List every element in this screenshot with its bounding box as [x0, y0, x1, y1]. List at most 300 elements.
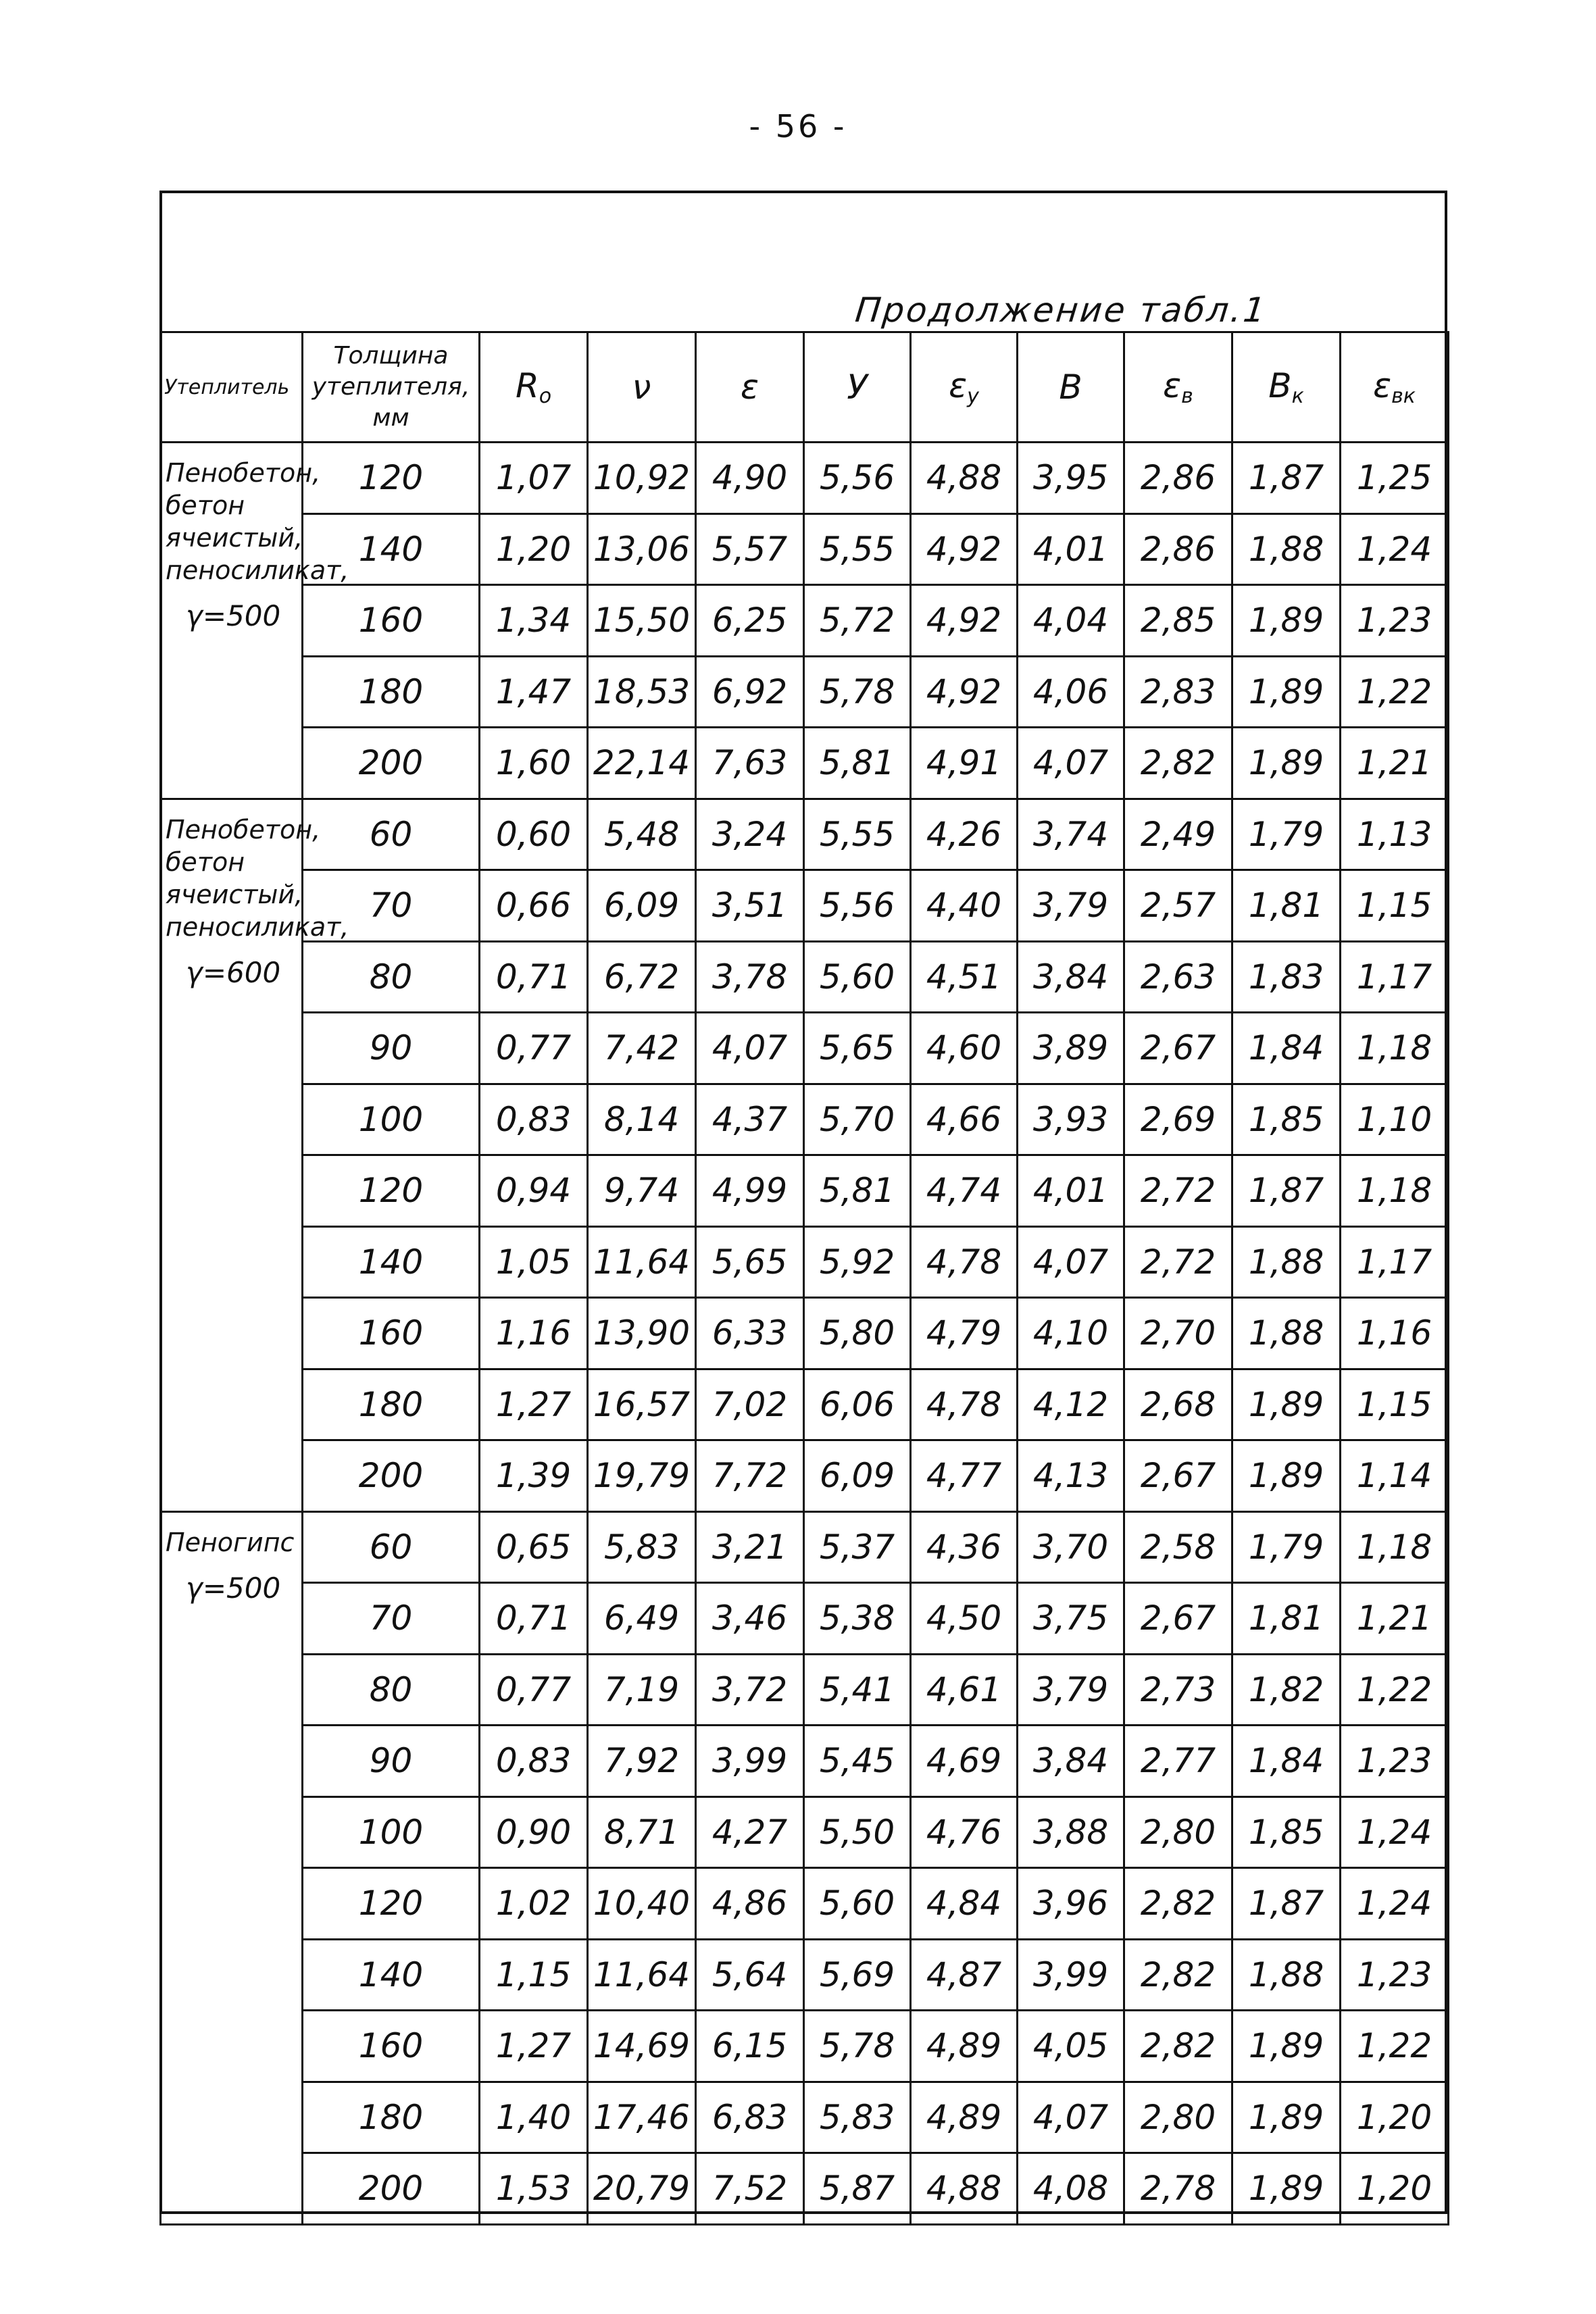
value-cell: 1,20 — [1341, 2153, 1449, 2225]
header-eps: ε — [696, 332, 804, 443]
material-density: γ=500 — [186, 599, 281, 632]
value-cell: 1,87 — [1232, 1868, 1341, 1940]
value-cell: 4,99 — [696, 1155, 804, 1227]
thickness-cell: 200 — [303, 2153, 480, 2225]
value-cell: 4,07 — [1018, 2082, 1124, 2153]
value-cell: 4,92 — [911, 656, 1018, 728]
value-cell: 4,69 — [911, 1726, 1018, 1797]
table-row — [161, 585, 1449, 657]
value-cell: 5,45 — [804, 1726, 911, 1797]
material-name: Пеногипс — [166, 1527, 295, 1557]
value-cell: 0,94 — [480, 1155, 588, 1227]
value-cell: 1,20 — [480, 513, 588, 585]
value-cell: 5,55 — [804, 513, 911, 585]
value-cell: 4,61 — [911, 1654, 1018, 1726]
data-table — [159, 331, 1449, 2225]
value-cell: 6,92 — [696, 656, 804, 728]
header-eps-b — [1124, 332, 1232, 443]
material-group-cell — [161, 443, 349, 799]
value-cell: 3,79 — [1018, 870, 1124, 942]
value-cell: 7,72 — [696, 1440, 804, 1512]
value-cell: 2,58 — [1124, 1511, 1232, 1583]
value-cell: 0,60 — [480, 799, 588, 870]
table-row — [161, 1440, 1449, 1512]
thickness-cell: 160 — [303, 1298, 480, 1369]
value-cell: 3,74 — [1018, 799, 1124, 870]
value-cell: 13,90 — [588, 1298, 696, 1369]
value-cell: 1,83 — [1232, 941, 1341, 1013]
value-cell: 5,69 — [804, 1939, 911, 2011]
value-cell: 4,87 — [911, 1939, 1018, 2011]
table-row — [161, 1155, 1449, 1227]
value-cell: 1,88 — [1232, 1939, 1341, 2011]
value-cell: 1,53 — [480, 2153, 588, 2225]
value-cell: 1,15 — [480, 1939, 588, 2011]
value-cell: 0,65 — [480, 1511, 588, 1583]
value-cell: 4,10 — [1018, 1298, 1124, 1369]
value-cell: 1,23 — [1341, 1726, 1449, 1797]
value-cell: 15,50 — [588, 585, 696, 657]
value-cell: 4,36 — [911, 1511, 1018, 1583]
value-cell: 4,05 — [1018, 2011, 1124, 2082]
table-caption: Продолжение табл.1 — [853, 291, 1270, 330]
value-cell: 1,16 — [1341, 1298, 1449, 1369]
value-cell: 4,66 — [911, 1084, 1018, 1155]
thickness-cell: 180 — [303, 656, 480, 728]
value-cell: 6,25 — [696, 585, 804, 657]
value-cell: 4,06 — [1018, 656, 1124, 728]
value-cell: 16,57 — [588, 1369, 696, 1440]
value-cell: 1,89 — [1232, 1369, 1341, 1440]
value-cell: 2,68 — [1124, 1369, 1232, 1440]
value-cell: 3,88 — [1018, 1796, 1124, 1868]
value-cell: 5,38 — [804, 1583, 911, 1655]
value-cell: 4,07 — [1018, 1226, 1124, 1298]
thickness-cell: 140 — [303, 513, 480, 585]
value-cell: 10,92 — [588, 443, 696, 514]
material-name: Пенобетон, бетон ячеистый, пеносиликат, — [166, 458, 349, 585]
value-cell: 4,78 — [911, 1369, 1018, 1440]
thickness-cell: 140 — [303, 1939, 480, 2011]
table-row — [161, 1084, 1449, 1155]
value-cell: 3,79 — [1018, 1654, 1124, 1726]
value-cell: 14,69 — [588, 2011, 696, 2082]
header-r0-subscript: o — [539, 384, 552, 408]
value-cell: 4,01 — [1018, 1155, 1124, 1227]
table-row — [161, 799, 1449, 870]
value-cell: 1,89 — [1232, 656, 1341, 728]
value-cell: 2,69 — [1124, 1084, 1232, 1155]
value-cell: 0,83 — [480, 1726, 588, 1797]
table-row — [161, 941, 1449, 1013]
value-cell: 6,83 — [696, 2082, 804, 2153]
header-bk — [1232, 332, 1341, 443]
value-cell: 4,91 — [911, 728, 1018, 799]
value-cell: 2,80 — [1124, 1796, 1232, 1868]
header-r0-symbol: R — [515, 366, 539, 405]
value-cell: 5,83 — [804, 2082, 911, 2153]
value-cell: 4,07 — [696, 1013, 804, 1084]
value-cell: 2,49 — [1124, 799, 1232, 870]
value-cell: 5,60 — [804, 941, 911, 1013]
value-cell: 11,64 — [588, 1939, 696, 2011]
value-cell: 7,02 — [696, 1369, 804, 1440]
thickness-cell: 180 — [303, 2082, 480, 2153]
table-caption-area — [159, 291, 1447, 331]
header-eps-b-subscript: в — [1181, 384, 1193, 408]
value-cell: 5,83 — [588, 1511, 696, 1583]
value-cell: 2,67 — [1124, 1583, 1232, 1655]
value-cell: 1,88 — [1232, 513, 1341, 585]
value-cell: 1,82 — [1232, 1654, 1341, 1726]
value-cell: 7,19 — [588, 1654, 696, 1726]
value-cell: 6,49 — [588, 1583, 696, 1655]
value-cell: 6,09 — [804, 1440, 911, 1512]
value-cell: 3,89 — [1018, 1013, 1124, 1084]
value-cell: 3,70 — [1018, 1511, 1124, 1583]
value-cell: 7,52 — [696, 2153, 804, 2225]
header-r0 — [480, 332, 588, 443]
value-cell: 1,27 — [480, 2011, 588, 2082]
value-cell: 1,85 — [1232, 1084, 1341, 1155]
value-cell: 5,65 — [696, 1226, 804, 1298]
thickness-cell: 100 — [303, 1084, 480, 1155]
value-cell: 3,99 — [696, 1726, 804, 1797]
table-row — [161, 1654, 1449, 1726]
value-cell: 5,50 — [804, 1796, 911, 1868]
value-cell: 4,78 — [911, 1226, 1018, 1298]
header-bk-subscript: к — [1291, 384, 1304, 408]
table-row — [161, 443, 1449, 514]
value-cell: 1,18 — [1341, 1155, 1449, 1227]
value-cell: 1,24 — [1341, 1868, 1449, 1940]
value-cell: 0,83 — [480, 1084, 588, 1155]
value-cell: 5,57 — [696, 513, 804, 585]
value-cell: 1,87 — [1232, 443, 1341, 514]
value-cell: 1,20 — [1341, 2082, 1449, 2153]
header-y: У — [804, 332, 911, 443]
value-cell: 5,81 — [804, 728, 911, 799]
value-cell: 4,88 — [911, 443, 1018, 514]
value-cell: 1,40 — [480, 2082, 588, 2153]
value-cell: 4,27 — [696, 1796, 804, 1868]
value-cell: 1,05 — [480, 1226, 588, 1298]
value-cell: 5,65 — [804, 1013, 911, 1084]
value-cell: 4,90 — [696, 443, 804, 514]
value-cell: 20,79 — [588, 2153, 696, 2225]
value-cell: 4,84 — [911, 1868, 1018, 1940]
value-cell: 18,53 — [588, 656, 696, 728]
value-cell: 19,79 — [588, 1440, 696, 1512]
value-cell: 4,37 — [696, 1084, 804, 1155]
value-cell: 6,33 — [696, 1298, 804, 1369]
value-cell: 1,79 — [1232, 1511, 1341, 1583]
header-b: В — [1018, 332, 1124, 443]
value-cell: 2,82 — [1124, 2011, 1232, 2082]
value-cell: 1,89 — [1232, 2011, 1341, 2082]
value-cell: 10,40 — [588, 1868, 696, 1940]
material-group-cell — [161, 799, 349, 1511]
value-cell: 1,81 — [1232, 1583, 1341, 1655]
value-cell: 4,92 — [911, 513, 1018, 585]
value-cell: 1,89 — [1232, 2153, 1341, 2225]
thickness-cell: 60 — [303, 799, 480, 870]
value-cell: 2,57 — [1124, 870, 1232, 942]
value-cell: 5,55 — [804, 799, 911, 870]
value-cell: 4,51 — [911, 941, 1018, 1013]
value-cell: 1,85 — [1232, 1796, 1341, 1868]
value-cell: 7,63 — [696, 728, 804, 799]
value-cell: 4,01 — [1018, 513, 1124, 585]
table-row — [161, 1583, 1449, 1655]
value-cell: 4,74 — [911, 1155, 1018, 1227]
material-group-cell — [161, 1511, 303, 2224]
value-cell: 1,84 — [1232, 1726, 1341, 1797]
value-cell: 7,42 — [588, 1013, 696, 1084]
value-cell: 2,86 — [1124, 513, 1232, 585]
value-cell: 0,77 — [480, 1654, 588, 1726]
value-cell: 2,80 — [1124, 2082, 1232, 2153]
value-cell: 4,04 — [1018, 585, 1124, 657]
value-cell: 2,83 — [1124, 656, 1232, 728]
value-cell: 2,82 — [1124, 1939, 1232, 2011]
thickness-cell: 90 — [303, 1013, 480, 1084]
thickness-cell: 60 — [303, 1511, 480, 1583]
value-cell: 5,92 — [804, 1226, 911, 1298]
value-cell: 5,70 — [804, 1084, 911, 1155]
value-cell: 1,18 — [1341, 1013, 1449, 1084]
value-cell: 2,73 — [1124, 1654, 1232, 1726]
value-cell: 4,08 — [1018, 2153, 1124, 2225]
value-cell: 5,72 — [804, 585, 911, 657]
header-eps-b-symbol: ε — [1163, 366, 1182, 405]
value-cell: 3,51 — [696, 870, 804, 942]
value-cell: 4,07 — [1018, 728, 1124, 799]
value-cell: 4,76 — [911, 1796, 1018, 1868]
value-cell: 6,09 — [588, 870, 696, 942]
value-cell: 22,14 — [588, 728, 696, 799]
table-row — [161, 870, 1449, 942]
thickness-cell: 100 — [303, 1796, 480, 1868]
value-cell: 3,84 — [1018, 941, 1124, 1013]
thickness-cell: 90 — [303, 1726, 480, 1797]
table-row — [161, 1298, 1449, 1369]
value-cell: 2,78 — [1124, 2153, 1232, 2225]
value-cell: 9,74 — [588, 1155, 696, 1227]
header-material: Утеплитель — [161, 332, 303, 443]
value-cell: 5,37 — [804, 1511, 911, 1583]
value-cell: 5,48 — [588, 799, 696, 870]
thickness-cell: 120 — [303, 1868, 480, 1940]
value-cell: 1,88 — [1232, 1226, 1341, 1298]
value-cell: 2,67 — [1124, 1013, 1232, 1084]
header-thickness: Толщина утеплителя, мм — [303, 332, 480, 443]
table-row — [161, 1013, 1449, 1084]
value-cell: 0,90 — [480, 1796, 588, 1868]
value-cell: 0,66 — [480, 870, 588, 942]
value-cell: 2,86 — [1124, 443, 1232, 514]
value-cell: 3,95 — [1018, 443, 1124, 514]
value-cell: 5,56 — [804, 443, 911, 514]
value-cell: 4,77 — [911, 1440, 1018, 1512]
value-cell: 5,80 — [804, 1298, 911, 1369]
header-eps-y — [911, 332, 1018, 443]
value-cell: 4,60 — [911, 1013, 1018, 1084]
value-cell: 2,72 — [1124, 1155, 1232, 1227]
header-eps-bk-symbol: ε — [1373, 366, 1392, 405]
header-eps-bk-subscript: вк — [1391, 384, 1416, 408]
value-cell: 1,47 — [480, 656, 588, 728]
value-cell: 3,99 — [1018, 1939, 1124, 2011]
value-cell: 0,71 — [480, 941, 588, 1013]
thickness-cell: 70 — [303, 870, 480, 942]
value-cell: 4,79 — [911, 1298, 1018, 1369]
value-cell: 1,79 — [1232, 799, 1341, 870]
value-cell: 1,16 — [480, 1298, 588, 1369]
table-row — [161, 1369, 1449, 1440]
table-row — [161, 2011, 1449, 2082]
value-cell: 5,87 — [804, 2153, 911, 2225]
value-cell: 2,82 — [1124, 728, 1232, 799]
value-cell: 1,24 — [1341, 1796, 1449, 1868]
value-cell: 2,67 — [1124, 1440, 1232, 1512]
value-cell: 3,93 — [1018, 1084, 1124, 1155]
thickness-cell: 200 — [303, 1440, 480, 1512]
value-cell: 6,06 — [804, 1369, 911, 1440]
value-cell: 1,07 — [480, 443, 588, 514]
thickness-cell: 160 — [303, 2011, 480, 2082]
value-cell: 4,40 — [911, 870, 1018, 942]
thickness-cell: 120 — [303, 443, 480, 514]
value-cell: 1,60 — [480, 728, 588, 799]
value-cell: 1,24 — [1341, 513, 1449, 585]
table-body — [161, 443, 1449, 2225]
value-cell: 7,92 — [588, 1726, 696, 1797]
value-cell: 3,84 — [1018, 1726, 1124, 1797]
value-cell: 5,56 — [804, 870, 911, 942]
value-cell: 4,86 — [696, 1868, 804, 1940]
value-cell: 4,12 — [1018, 1369, 1124, 1440]
thickness-cell: 120 — [303, 1155, 480, 1227]
value-cell: 3,24 — [696, 799, 804, 870]
value-cell: 1,13 — [1341, 799, 1449, 870]
table-row — [161, 2082, 1449, 2153]
value-cell: 3,46 — [696, 1583, 804, 1655]
value-cell: 5,41 — [804, 1654, 911, 1726]
table-row — [161, 1726, 1449, 1797]
table-row — [161, 513, 1449, 585]
thickness-cell: 160 — [303, 585, 480, 657]
value-cell: 1,22 — [1341, 2011, 1449, 2082]
value-cell: 5,64 — [696, 1939, 804, 2011]
value-cell: 5,78 — [804, 656, 911, 728]
value-cell: 2,70 — [1124, 1298, 1232, 1369]
value-cell: 6,15 — [696, 2011, 804, 2082]
value-cell: 3,96 — [1018, 1868, 1124, 1940]
value-cell: 1,81 — [1232, 870, 1341, 942]
value-cell: 4,13 — [1018, 1440, 1124, 1512]
thickness-cell: 80 — [303, 941, 480, 1013]
value-cell: 1,17 — [1341, 941, 1449, 1013]
table-row — [161, 1939, 1449, 2011]
value-cell: 5,81 — [804, 1155, 911, 1227]
value-cell: 1,89 — [1232, 2082, 1341, 2153]
material-density: γ=600 — [186, 955, 281, 989]
value-cell: 4,92 — [911, 585, 1018, 657]
header-bk-symbol: В — [1268, 366, 1292, 405]
value-cell: 1,17 — [1341, 1226, 1449, 1298]
value-cell: 2,85 — [1124, 585, 1232, 657]
value-cell: 6,72 — [588, 941, 696, 1013]
value-cell: 8,71 — [588, 1796, 696, 1868]
value-cell: 2,63 — [1124, 941, 1232, 1013]
value-cell: 11,64 — [588, 1226, 696, 1298]
table-row — [161, 1226, 1449, 1298]
value-cell: 1,23 — [1341, 1939, 1449, 2011]
header-eps-bk — [1341, 332, 1449, 443]
value-cell: 1,21 — [1341, 728, 1449, 799]
thickness-cell: 80 — [303, 1654, 480, 1726]
value-cell: 2,82 — [1124, 1868, 1232, 1940]
value-cell: 1,89 — [1232, 728, 1341, 799]
table-row — [161, 1511, 1449, 1583]
value-cell: 1,02 — [480, 1868, 588, 1940]
value-cell: 4,50 — [911, 1583, 1018, 1655]
value-cell: 1,34 — [480, 585, 588, 657]
table-row — [161, 1868, 1449, 1940]
value-cell: 1,39 — [480, 1440, 588, 1512]
value-cell: 1,22 — [1341, 1654, 1449, 1726]
value-cell: 2,72 — [1124, 1226, 1232, 1298]
value-cell: 1,15 — [1341, 1369, 1449, 1440]
value-cell: 0,77 — [480, 1013, 588, 1084]
value-cell: 1,88 — [1232, 1298, 1341, 1369]
value-cell: 1,21 — [1341, 1583, 1449, 1655]
material-name: Пенобетон, бетон ячеистый, пеносиликат, — [166, 814, 349, 942]
value-cell: 1,87 — [1232, 1155, 1341, 1227]
value-cell: 4,26 — [911, 799, 1018, 870]
value-cell: 2,77 — [1124, 1726, 1232, 1797]
page-number: - 56 - — [749, 108, 847, 145]
value-cell: 1,22 — [1341, 656, 1449, 728]
value-cell: 1,25 — [1341, 443, 1449, 514]
value-cell: 1,89 — [1232, 1440, 1341, 1512]
value-cell: 1,14 — [1341, 1440, 1449, 1512]
thickness-cell: 200 — [303, 728, 480, 799]
value-cell: 1,23 — [1341, 585, 1449, 657]
value-cell: 1,10 — [1341, 1084, 1449, 1155]
material-density: γ=500 — [186, 1571, 281, 1605]
value-cell: 3,78 — [696, 941, 804, 1013]
value-cell: 0,71 — [480, 1583, 588, 1655]
value-cell: 1,18 — [1341, 1511, 1449, 1583]
thickness-cell: 70 — [303, 1583, 480, 1655]
value-cell: 1,84 — [1232, 1013, 1341, 1084]
value-cell: 4,89 — [911, 2082, 1018, 2153]
value-cell: 5,60 — [804, 1868, 911, 1940]
header-eps-y-subscript: у — [967, 384, 979, 408]
value-cell: 17,46 — [588, 2082, 696, 2153]
value-cell: 8,14 — [588, 1084, 696, 1155]
value-cell: 13,06 — [588, 513, 696, 585]
header-eps-y-symbol: ε — [949, 366, 968, 405]
value-cell: 3,21 — [696, 1511, 804, 1583]
thickness-cell: 140 — [303, 1226, 480, 1298]
header-row — [161, 332, 1449, 443]
value-cell: 5,78 — [804, 2011, 911, 2082]
thickness-cell: 180 — [303, 1369, 480, 1440]
table-row — [161, 728, 1449, 799]
